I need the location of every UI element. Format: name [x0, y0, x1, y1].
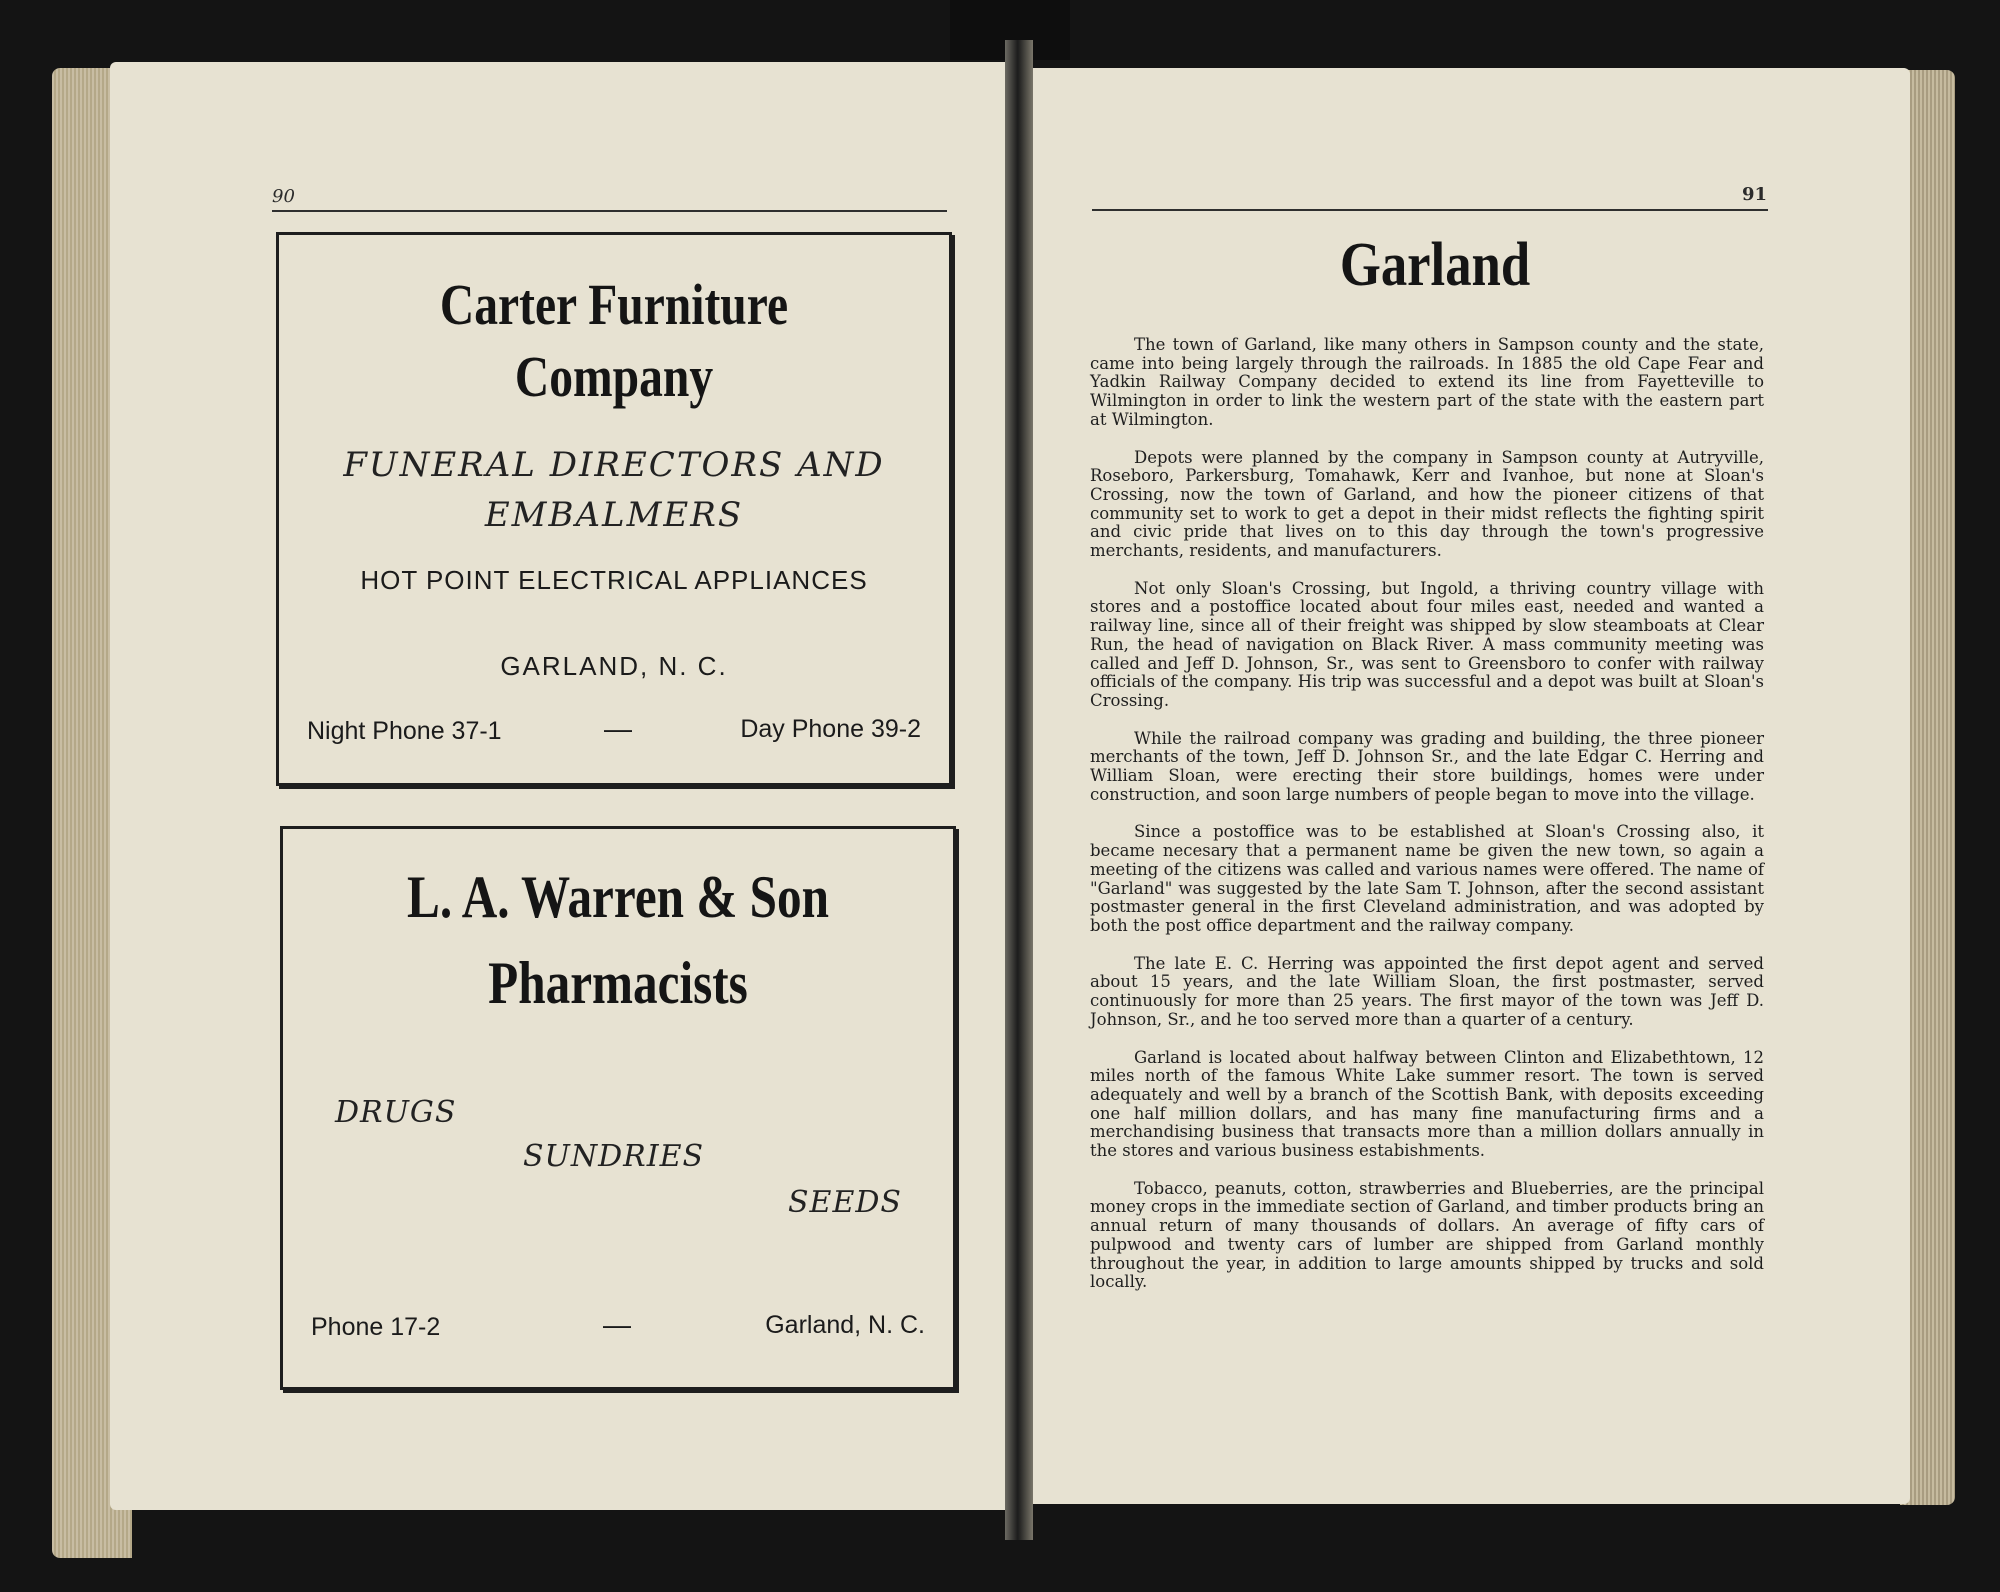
carter-furniture-ad: [276, 232, 952, 786]
left-page-number: 90: [272, 186, 295, 207]
article-paragraph: Garland is located about halfway between Clinton and Elizabethtown, 12 miles north of the famous White Lake summer resort. The town is served adequately and well by a branch of the Scottish Bank, with deposits exceeding one half million dollars, and has many fine manufacturing firms and a merchandising business that transacts more than a million dollars annually in the stores and various business estabishments.: [1090, 1047, 1764, 1161]
warren-pharmacy-ad: [280, 826, 956, 1390]
ad1-night-phone: Night Phone 37-1: [307, 717, 502, 745]
article-paragraph: The town of Garland, like many others in Sampson county and the state, came into being largely through the railroads. In 1885 the old Cape Fear and Yadkin Railway Company decided to extend its line from Fayetteville to Wilmington in order to link the western part of the state with the eastern part at Wilmington.: [1090, 335, 1764, 429]
ad2-item-sundries: SUNDRIES: [523, 1139, 705, 1174]
ad1-services-line2: EMBALMERS: [484, 495, 744, 535]
right-header-rule: [1092, 209, 1768, 211]
article-paragraph: Depots were planned by the company in Sampson county at Autryville, Roseboro, Parkersburg, Tomahawk, Kerr and Ivanhoe, but none at Sloan's Crossing, now the town of Garland, and how the pioneer citizens of that community set to work to get a depot in their midst reflects the fighting spirit and civic pride that lives on to this day through the town's progressive merchants, residents, and manufacturers.: [1090, 447, 1764, 561]
ad2-dash: —: [603, 1309, 631, 1340]
article-paragraph: Since a postoffice was to be established at Sloan's Crossing also, it became necesary that a permanent name be given the new town, so again a meeting of the citizens was called and various names were offered. The name of "Garland" was suggested by the late Sam T. Johnson, after the second assistant postmaster general in the first Cleveland administration, and was adopted by both the post office department and the railway company.: [1090, 822, 1764, 935]
ad2-phone: Phone 17-2: [311, 1313, 441, 1341]
ad1-title-line2: Company: [514, 344, 714, 409]
ad2-title-line1: L. A. Warren & Son: [407, 864, 829, 930]
ad1-products: HOT POINT ELECTRICAL APPLIANCES: [360, 565, 868, 595]
ad1-location: GARLAND, N. C.: [500, 651, 728, 681]
ad1-dash: —: [604, 713, 632, 744]
article-paragraph: The late E. C. Herring was appointed the first depot agent and served about 15 years, and the late William Sloan, the first postmaster, served continuously for more than 25 years. The first mayor of the town was Jeff D. Johnson, Sr., and he too served more than a quarter of a century.: [1090, 953, 1764, 1029]
ad2-item-drugs: DRUGS: [335, 1095, 457, 1130]
ad2-title-line2: Pharmacists: [488, 950, 748, 1016]
ad2-location: Garland, N. C.: [765, 1311, 925, 1339]
article-paragraph: While the railroad company was grading and building, the three pioneer merchants of the town, Jeff D. Johnson Sr., and the late Edgar C. Herring and William Sloan, were erecting their store buildings, homes were under construction, and soon large numbers of people began to move into the village.: [1090, 728, 1764, 804]
book-gutter: [1005, 40, 1033, 1540]
left-header-rule: [272, 210, 947, 212]
article-paragraph: Tobacco, peanuts, cotton, strawberries and Blueberries, are the principal money crops in the immediate section of Garland, and timber products bring an annual return of many thousands of dollars. An average of fifty cars of pulpwood and twenty cars of lumber are shipped from Garland monthly throughout the year, in addition to large amounts shipped by trucks and sold locally.: [1090, 1178, 1764, 1292]
article-body: [1090, 336, 1764, 1311]
article-title: Garland: [1339, 231, 1531, 299]
ad1-title-line1: Carter Furniture: [439, 272, 789, 337]
ad1-day-phone: Day Phone 39-2: [740, 715, 921, 743]
right-page-number: 91: [1742, 184, 1768, 205]
ad2-item-seeds: SEEDS: [788, 1185, 902, 1220]
ad1-services-line1: FUNERAL DIRECTORS AND: [343, 445, 885, 485]
article-paragraph: Not only Sloan's Crossing, but Ingold, a thriving country village with stores and a postoffice located about four miles east, needed and wanted a railway line, since all of their freight was shipped by slow steamboats at Clear Run, the head of navigation on Black River. A mass community meeting was called and Jeff D. Johnson, Sr., was sent to Greensboro to confer with railway officials of the company. His trip was successful and a depot was built at Sloan's Crossing.: [1090, 578, 1764, 710]
